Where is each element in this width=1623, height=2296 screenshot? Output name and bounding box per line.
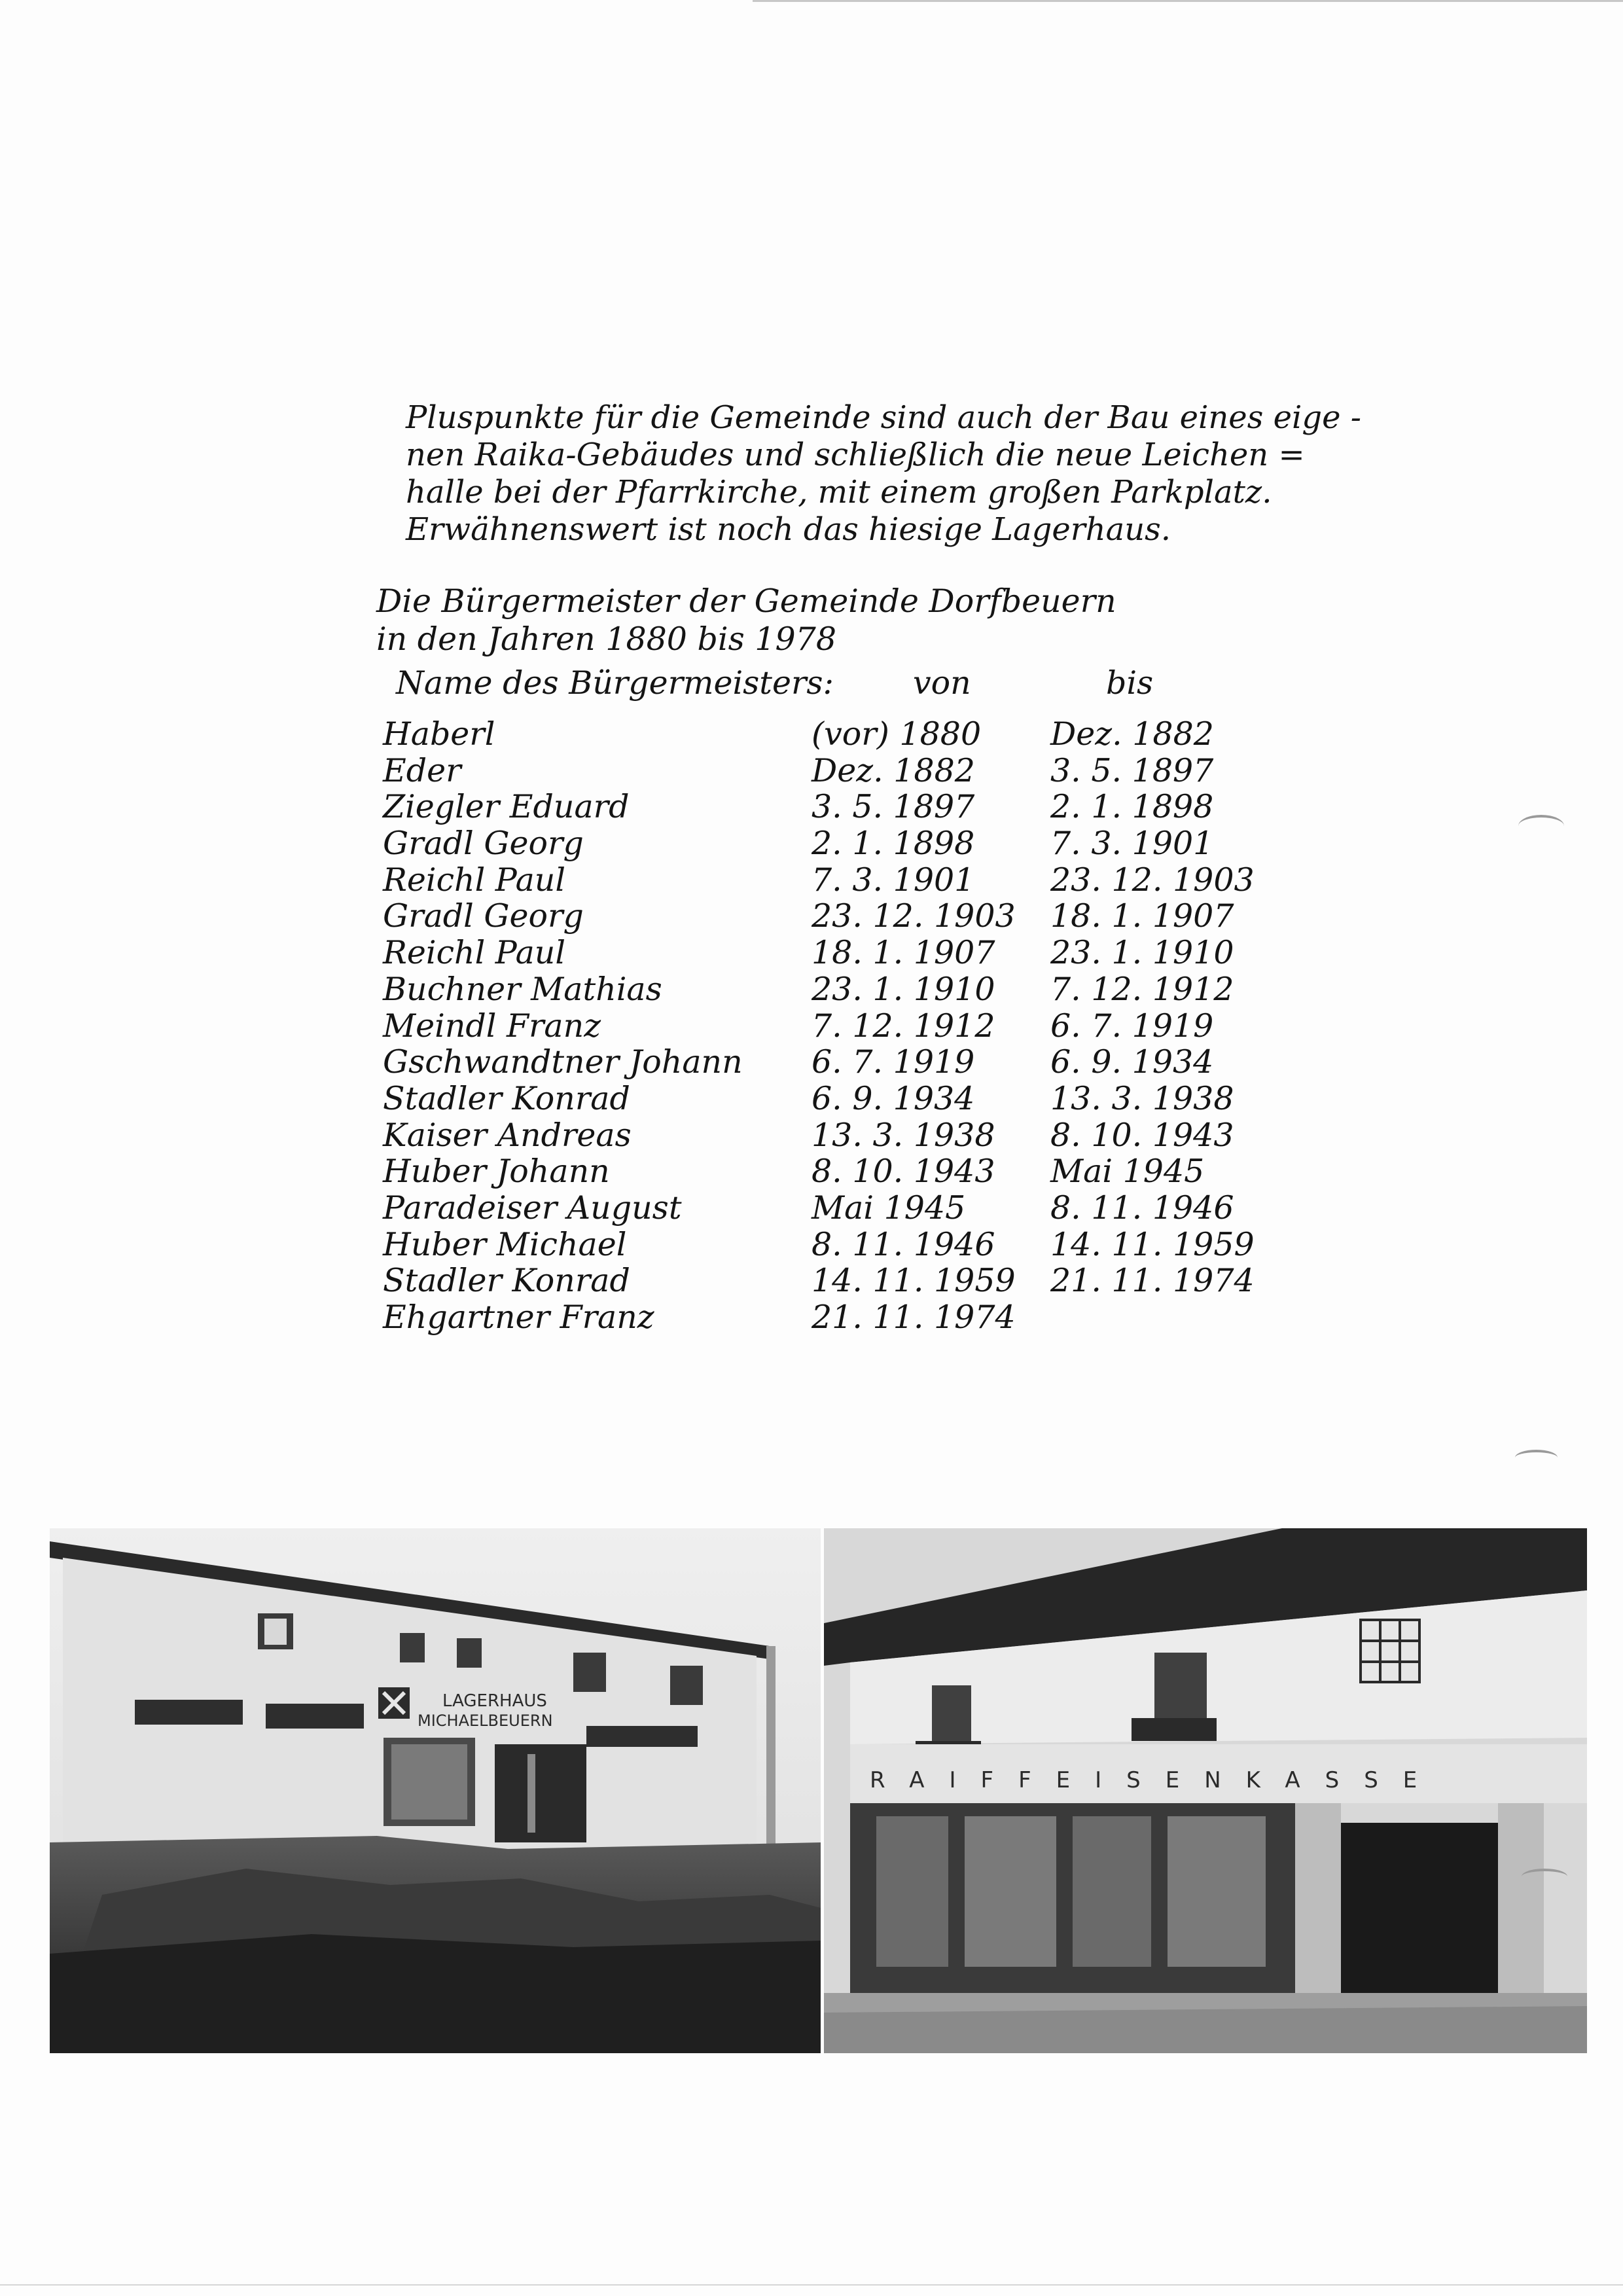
lagerhaus-photo	[50, 1528, 821, 2053]
mayor-from: 21. 11. 1974	[812, 1299, 1016, 1336]
mayor-from: 23. 1. 1910	[812, 970, 995, 1008]
margin-mark	[1518, 815, 1564, 837]
margin-mark	[1515, 1450, 1558, 1465]
mayor-row	[383, 715, 1260, 752]
mayor-name: Gradl Georg	[383, 897, 584, 935]
mayor-to: 13. 3. 1938	[1050, 1079, 1234, 1117]
mayor-to: 14. 11. 1959	[1050, 1225, 1255, 1263]
mayor-name: Ehgartner Franz	[383, 1299, 654, 1336]
column-header-from: von	[913, 664, 971, 702]
mayor-row	[383, 752, 1260, 789]
mayor-name: Gschwandtner Johann	[383, 1043, 743, 1081]
mayor-name: Eder	[383, 751, 461, 789]
mayor-list-heading	[376, 583, 1116, 658]
mayor-row	[383, 971, 1260, 1007]
mayor-row	[383, 1262, 1260, 1299]
mayor-from: 23. 12. 1903	[812, 897, 1016, 935]
mayor-to: 21. 11. 1974	[1050, 1262, 1255, 1300]
mayor-from: Mai 1945	[812, 1189, 966, 1227]
mayor-from: 2. 1. 1898	[812, 825, 975, 863]
heading-line: in den Jahren 1880 bis 1978	[376, 620, 837, 658]
mayor-name: Reichl Paul	[383, 934, 566, 972]
scan-edge	[753, 0, 1623, 2]
mayor-name: Reichl Paul	[383, 861, 566, 899]
mayor-to: 6. 9. 1934	[1050, 1043, 1214, 1081]
lagerhaus-sign-line1: LAGERHAUS	[442, 1691, 547, 1711]
mayor-to: 8. 10. 1943	[1050, 1116, 1234, 1154]
mayor-to: 23. 1. 1910	[1050, 934, 1234, 972]
mayor-from: 7. 12. 1912	[812, 1007, 995, 1045]
mayor-from: 7. 3. 1901	[812, 861, 975, 899]
mayor-row	[383, 825, 1260, 861]
intro-line: nen Raika-Gebäudes und schließlich die neue Leichen =	[406, 437, 1305, 473]
column-header-name: Name des Bürgermeisters:	[396, 664, 834, 702]
mayor-name: Ziegler Eduard	[383, 788, 630, 826]
mayor-to: 7. 12. 1912	[1050, 970, 1234, 1008]
mayor-name: Stadler Konrad	[383, 1079, 630, 1117]
mayor-row	[383, 1189, 1260, 1226]
mayor-name: Meindl Franz	[383, 1007, 601, 1045]
mayor-from: 3. 5. 1897	[812, 788, 975, 826]
mayor-from: 13. 3. 1938	[812, 1116, 995, 1154]
intro-line: Erwähnenswert ist noch das hiesige Lagerhaus.	[406, 511, 1171, 548]
raiffeisenkasse-photo	[824, 1528, 1587, 2053]
mayor-row	[383, 788, 1260, 825]
mayor-row	[383, 934, 1260, 971]
mayor-to: Mai 1945	[1050, 1153, 1205, 1191]
mayor-name: Paradeiser August	[383, 1189, 682, 1227]
mayor-row	[383, 1299, 1260, 1335]
mayor-row	[383, 861, 1260, 898]
intro-paragraph	[406, 399, 1361, 548]
mayor-name: Huber Michael	[383, 1225, 627, 1263]
lagerhaus-sign-line2: MICHAELBEUERN	[418, 1712, 553, 1730]
mayor-to: 7. 3. 1901	[1050, 825, 1214, 863]
column-header-to: bis	[1106, 664, 1154, 702]
mayor-from: 8. 10. 1943	[812, 1153, 995, 1191]
mayor-from: 18. 1. 1907	[812, 934, 995, 972]
mayor-table	[383, 715, 1260, 1335]
mayor-to: 3. 5. 1897	[1050, 751, 1214, 789]
intro-line: Pluspunkte für die Gemeinde sind auch der Bau eines eige -	[406, 399, 1361, 436]
mayor-row	[383, 1153, 1260, 1189]
raiffeisenkasse-sign: RAIFFEISENKASSE	[870, 1767, 1442, 1793]
heading-line: Die Bürgermeister der Gemeinde Dorfbeuern	[376, 583, 1116, 620]
mayor-to: 23. 12. 1903	[1050, 861, 1255, 899]
mayor-from: 6. 7. 1919	[812, 1043, 975, 1081]
lagerhaus-photo-image	[50, 1528, 821, 2053]
mayor-name: Gradl Georg	[383, 825, 584, 863]
mayor-to: 6. 7. 1919	[1050, 1007, 1214, 1045]
mayor-from: (vor) 1880	[812, 715, 982, 753]
mayor-row	[383, 1080, 1260, 1117]
raiffeisenkasse-photo-image	[824, 1528, 1587, 2053]
mayor-name: Stadler Konrad	[383, 1262, 630, 1300]
mayor-row	[383, 1226, 1260, 1263]
mayor-row	[383, 1043, 1260, 1080]
mayor-to: 18. 1. 1907	[1050, 897, 1234, 935]
mayor-name: Haberl	[383, 715, 495, 753]
mayor-row	[383, 1007, 1260, 1044]
mayor-to: 8. 11. 1946	[1050, 1189, 1234, 1227]
mayor-row	[383, 897, 1260, 934]
scan-edge	[0, 2284, 1623, 2286]
mayor-name: Buchner Mathias	[383, 970, 662, 1008]
margin-mark	[1522, 1869, 1567, 1884]
mayor-from: Dez. 1882	[812, 751, 975, 789]
mayor-name: Huber Johann	[383, 1153, 610, 1191]
mayor-from: 14. 11. 1959	[812, 1262, 1016, 1300]
intro-line: halle bei der Pfarrkirche, mit einem großen Parkplatz.	[406, 474, 1272, 511]
mayor-row	[383, 1117, 1260, 1153]
mayor-from: 8. 11. 1946	[812, 1225, 995, 1263]
mayor-name: Kaiser Andreas	[383, 1116, 632, 1154]
mayor-to: 2. 1. 1898	[1050, 788, 1214, 826]
mayor-to: Dez. 1882	[1050, 715, 1214, 753]
mayor-from: 6. 9. 1934	[812, 1079, 975, 1117]
